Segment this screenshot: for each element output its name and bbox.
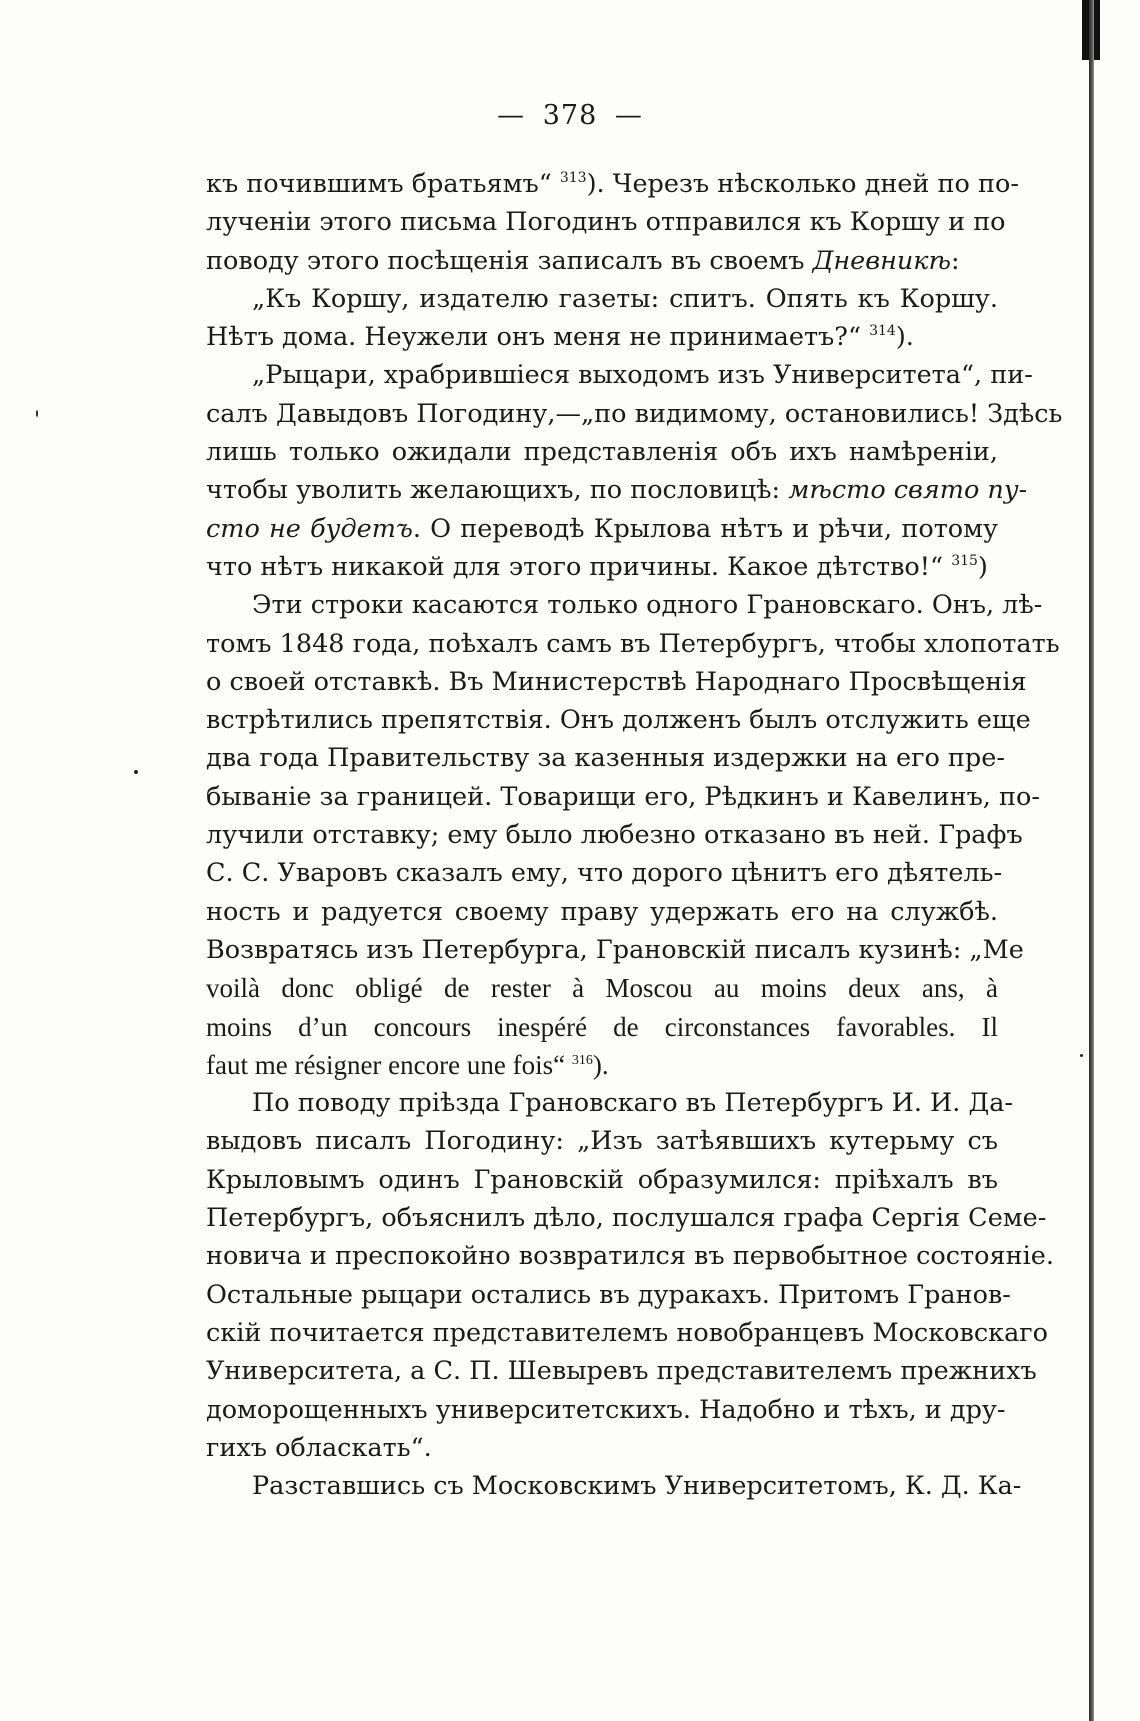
text-run: лишь только ожидали представленія объ ихъ намѣреніи, <box>206 437 998 468</box>
text-run: : <box>951 245 960 276</box>
text-run: скій почитается представителемъ новобранцевъ Московскаго <box>206 1317 1048 1348</box>
footnote-ref: 315 <box>951 552 978 569</box>
text-line <box>206 471 1028 509</box>
text-run: moins d’un concours inespéré de circonstances favorables. Il <box>206 1011 998 1042</box>
text-line <box>206 701 1031 739</box>
text-run: ) <box>977 551 988 582</box>
footnote-ref: 313 <box>559 170 587 186</box>
text-run: гихъ обласкать“. <box>206 1432 432 1463</box>
text-line <box>206 1391 1006 1429</box>
text-line <box>206 1199 1047 1237</box>
text-line <box>206 165 1019 203</box>
text-run: лучили отставку; ему было любезно отказано въ ней. Графъ <box>206 820 1023 851</box>
text-run: Нѣтъ дома. Неужели онъ меня не принимаетъ?“ <box>206 322 870 353</box>
italic-text: Дневникѣ <box>812 245 952 276</box>
text-line <box>206 433 998 471</box>
scan-speck <box>1080 1054 1083 1057</box>
page-number-dash-right: — <box>614 100 643 131</box>
text-line <box>206 816 1023 854</box>
text-line <box>206 280 998 318</box>
italic-text: сто не будетъ <box>206 513 413 544</box>
text-run: ). <box>592 1049 609 1080</box>
text-run: бываніе за границей. Товарищи его, Рѣдкинъ и Кавелинъ, по- <box>206 781 1040 812</box>
text-run: „Къ Коршу, издателю газеты: спитъ. Опять къ Коршу. <box>252 283 998 314</box>
text-run: лученіи этого письма Погодинъ отправился къ Коршу и по <box>206 207 1006 238</box>
text-line <box>206 778 1040 816</box>
text-run: „Рыцари, храбрившіеся выходомъ изъ Университета“, пи- <box>252 360 1033 391</box>
text-run: По поводу пріѣзда Грановскаго въ Петербургъ И. И. Да- <box>252 1088 1014 1119</box>
text-run: Эти строки касаются только одного Грановскаго. Онъ, лѣ- <box>252 590 1043 621</box>
text-run: два года Правительству за казенныя издержки на его пре- <box>206 743 1005 774</box>
text-line <box>206 356 1033 394</box>
text-run: Петербургъ, объяснилъ дѣло, послушался графа Сергія Семе- <box>206 1203 1047 1234</box>
italic-text: мѣсто свято пу- <box>788 475 1028 506</box>
text-run: С. С. Уваровъ сказалъ ему, что дорого цѣнитъ его дѣятель- <box>206 858 1003 889</box>
text-line <box>206 1122 998 1160</box>
text-line <box>206 1276 1011 1314</box>
text-run: Остальные рыцари остались въ дуракахъ. Притомъ Гранов- <box>206 1279 1011 1310</box>
text-line <box>206 242 998 280</box>
page-number-value: 378 <box>542 100 598 131</box>
text-line <box>206 1314 1048 1352</box>
text-run: о своей отставкѣ. Въ Министерствѣ Народнаго Просвѣщенія <box>206 666 1027 697</box>
text-line <box>206 739 1005 777</box>
text-run: . О переводѣ Крылова нѣтъ и рѣчи, потому <box>412 513 998 544</box>
text-run: voilà donc obligé de rester à Moscou au moins deux ans, à <box>206 973 998 1004</box>
text-line <box>206 203 1006 241</box>
text-line <box>206 1008 998 1046</box>
page-number <box>0 100 1140 131</box>
text-run: томъ 1848 года, поѣхалъ самъ въ Петербургъ, чтобы хлопотать <box>206 628 1060 659</box>
text-run: новича и преспокойно возвратился въ первобытное состояніе. <box>206 1241 1054 1272</box>
scan-edge <box>1089 0 1094 1721</box>
text-line <box>206 395 1063 433</box>
text-line <box>206 1467 1022 1505</box>
text-line <box>206 931 1024 969</box>
text-run: faut me résigner encore une fois“ <box>206 1049 572 1080</box>
text-run: Университета, а С. П. Шевыревъ представителемъ прежнихъ <box>206 1356 1037 1387</box>
text-line <box>206 318 998 356</box>
text-run: ность и радуется своему праву удержать его на службѣ. <box>206 896 998 927</box>
page-number-dash-left: — <box>497 100 526 131</box>
text-line <box>206 510 998 548</box>
text-run: къ почившимъ братьямъ“ <box>206 169 560 199</box>
text-line <box>206 1352 1037 1390</box>
text-run: чтобы уволить желающихъ, по пословицѣ: <box>206 475 789 506</box>
text-line <box>206 1237 1054 1275</box>
text-run: ). Черезъ нѣсколько дней по по- <box>586 169 1019 199</box>
footnote-ref: 316 <box>571 1052 593 1068</box>
text-line <box>206 1429 998 1467</box>
text-run: ). <box>895 322 914 353</box>
text-run: выдовъ писалъ Погодину: „Изъ затѣявшихъ кутерьму съ <box>206 1126 998 1157</box>
text-run: салъ Давыдовъ Погодину,—„по видимому, остановились! Здѣсь <box>206 398 1063 429</box>
text-line <box>206 625 1060 663</box>
text-line <box>206 548 998 586</box>
scan-speck <box>134 770 138 774</box>
text-run: поводу этого посѣщенія записалъ въ своемъ <box>206 245 813 276</box>
text-line <box>206 1161 998 1199</box>
text-run: доморощенныхъ университетскихъ. Надобно и тѣхъ, и дру- <box>206 1394 1006 1425</box>
text-run: Возвратясь изъ Петербурга, Грановскій писалъ кузинѣ: „Me <box>206 934 1024 965</box>
footnote-ref: 314 <box>869 323 896 340</box>
text-line <box>206 893 998 931</box>
body-text <box>206 165 1063 1505</box>
scan-speck <box>36 410 38 417</box>
text-run: встрѣтились препятствія. Онъ долженъ былъ отслужить еще <box>206 705 1031 736</box>
text-run: что нѣтъ никакой для этого причины. Какое дѣтство!“ <box>206 551 952 582</box>
text-run: Крыловымъ одинъ Грановскій образумился: пріѣхалъ въ <box>206 1164 998 1195</box>
text-line <box>206 1046 998 1084</box>
text-line <box>206 586 1043 624</box>
text-line <box>206 1084 1014 1122</box>
text-line <box>206 663 1027 701</box>
text-line <box>206 854 1003 892</box>
text-line <box>206 969 998 1007</box>
text-run: Разставшись съ Московскимъ Университетомъ, К. Д. Ка- <box>252 1471 1022 1502</box>
